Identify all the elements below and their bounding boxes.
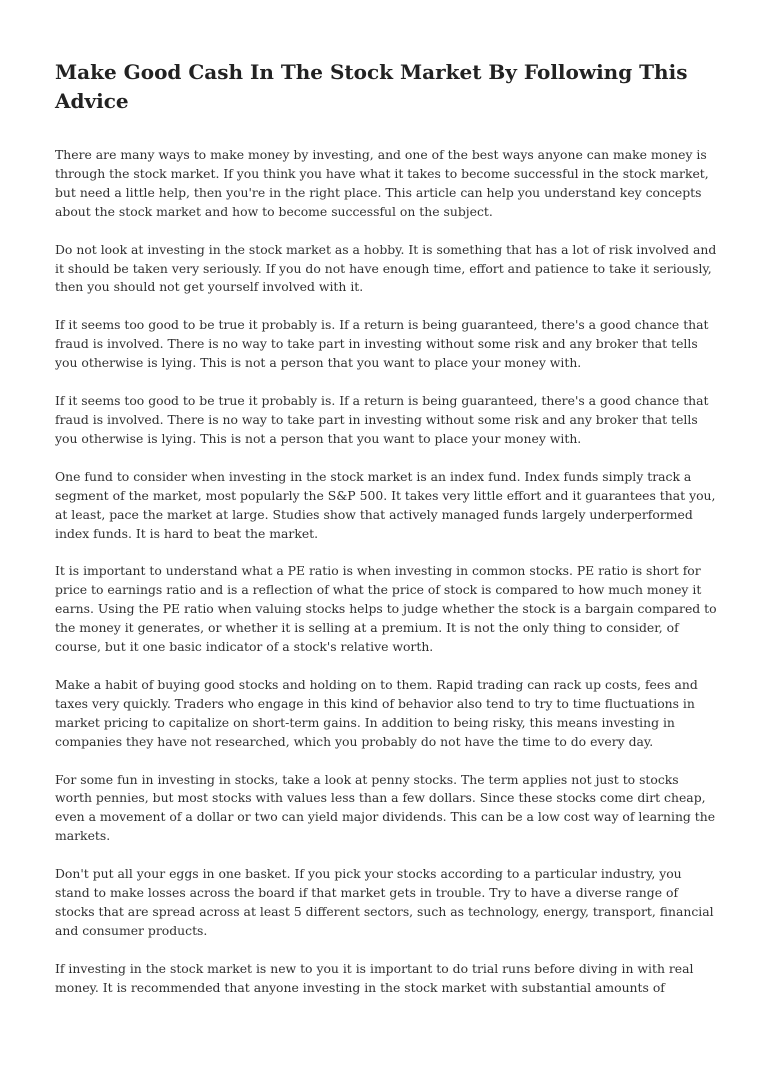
paragraph: Don't put all your eggs in one basket. If you pick your stocks according to a particular industry, you stand to make losses across the board if that market gets in trouble. Try to have a diverse range of stocks that are spread across at least 5 different sectors, such as technology, energy, transport, financial and consumer products. <box>55 866 714 938</box>
paragraph: If it seems too good to be true it probably is. If a return is being guaranteed, there's a good chance that fraud is involved. There is no way to take part in investing without some risk and any broker that tells you otherwise is lying. This is not a person that you want to place your money with. <box>55 393 709 446</box>
paragraph: There are many ways to make money by investing, and one of the best ways anyone can make money is through the stock market. If you think you have what it takes to become successful in the stock market, but need a little help, then you're in the right place. This article can help you understand key concepts about the stock market and how to become successful on the subject. <box>55 147 709 219</box>
paragraph: One fund to consider when investing in the stock market is an index fund. Index funds simply track a segment of the market, most popularly the S&P 500. It takes very little effort and it guarantees that you, at least, pace the market at large. Studies show that actively managed funds largely underperformed index funds. It is hard to beat the market. <box>55 468 716 541</box>
paragraph: If investing in the stock market is new to you it is important to do trial runs before diving in with real money. It is recommended that anyone investing in the stock market with substantial amounts of <box>55 960 694 995</box>
document-page <box>55 58 717 1017</box>
paragraph: Do not look at investing in the stock market as a hobby. It is something that has a lot of risk involved and it should be taken very seriously. If you do not have enough time, effort and patience to take it seriously, then you should not get yourself involved with it. <box>55 241 717 295</box>
paragraph: For some fun in investing in stocks, take a look at penny stocks. The term applies not just to stocks worth pennies, but most stocks with values less than a few dollars. Since these stocks come dirt cheap, even a movement of a dollar or two can yield major dividends. This can be a low cost way of learning the markets. <box>55 771 716 844</box>
paragraph: It is important to understand what a PE ratio is when investing in common stocks. PE ratio is short for price to earnings ratio and is a reflection of what the price of stock is compared to how much money it earns. Using the PE ratio when valuing stocks helps to judge whether the stock is a bargain compared to the money it generates, or whether it is selling at a premium. It is not the only thing to consider, of course, but it one basic indicator of a stock's relative worth. <box>55 563 717 655</box>
paragraph: Make a habit of buying good stocks and holding on to them. Rapid trading can rack up costs, fees and taxes very quickly. Traders who engage in this kind of behavior also tend to try to time fluctuations in market pricing to capitalize on short-term gains. In addition to being risky, this means investing in companies they have not researched, which you probably do not have the time to do every day. <box>55 676 698 749</box>
page-title: Make Good Cash In The Stock Market By Following This Advice <box>55 60 688 113</box>
paragraph: If it seems too good to be true it probably is. If a return is being guaranteed, there's a good chance that fraud is involved. There is no way to take part in investing without some risk and any broker that tells you otherwise is lying. This is not a person that you want to place your money with. <box>55 317 709 371</box>
